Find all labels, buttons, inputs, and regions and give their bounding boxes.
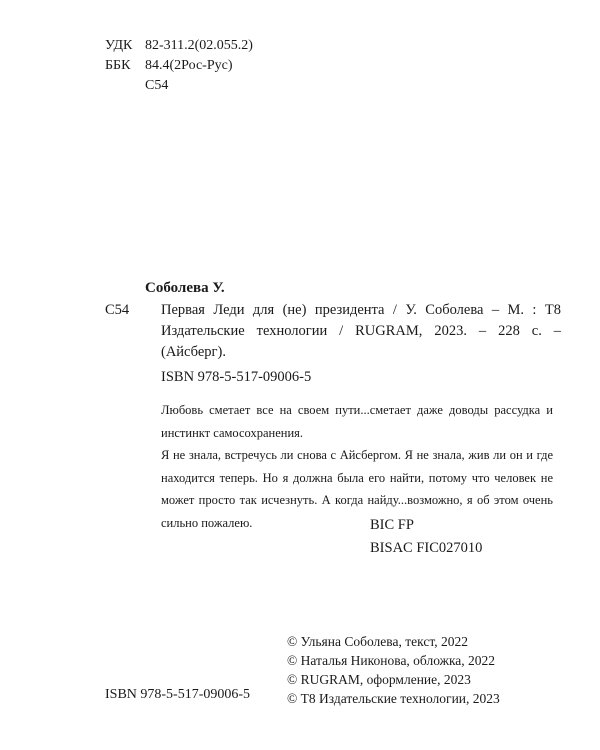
- isbn: ISBN 978-5-517-09006-5: [161, 369, 312, 385]
- bbk-value: 84.4(2Рос-Рус): [145, 58, 233, 73]
- subject-codes: [370, 514, 482, 560]
- udk-row: [105, 36, 253, 56]
- bibliographic-description: Первая Леди для (не) президента / У. Соболева – М. : Т8 Издательские технологии / RUGRAM, 2023. – 228 с. – (Айсберг).: [161, 302, 561, 360]
- bbk-row: [105, 56, 253, 76]
- footer-isbn: ISBN 978-5-517-09006-5: [105, 687, 251, 702]
- udk-value: 82-311.2(02.055.2): [145, 38, 253, 53]
- author-mark-row: [105, 76, 253, 96]
- udk-label: УДК: [105, 38, 133, 53]
- annotation-paragraph-2: Я не знала, встречусь ли снова с Айсбергом. Я не знала, жив ли он и где находится теперь. Но я должна была его найти, потому что человек не может просто так исчезнуть. А когда найду...возможно, я об этом очень сильно пожалею.: [161, 448, 553, 530]
- annotation-paragraph-1: Любовь сметает все на своем пути...сметает даже доводы рассудка и инстинкт самосохранения.: [161, 403, 553, 440]
- copyright-line: © Ульяна Соболева, текст, 2022: [287, 634, 468, 649]
- bic-code: BIC FP: [370, 517, 414, 533]
- annotation: [161, 399, 553, 534]
- copyright-line: © RUGRAM, оформление, 2023: [287, 672, 471, 687]
- side-author-mark: С54: [105, 302, 130, 318]
- copyright-line: © Т8 Издательские технологии, 2023: [287, 691, 500, 706]
- bisac-code: BISAC FIC027010: [370, 540, 483, 556]
- bbk-label: ББК: [105, 58, 131, 73]
- copyright-list: [287, 632, 500, 708]
- copyright-line: © Наталья Никонова, обложка, 2022: [287, 653, 496, 668]
- author-mark: С54: [145, 78, 169, 93]
- classification-block: [105, 36, 253, 96]
- author-heading: Соболева У.: [145, 280, 225, 296]
